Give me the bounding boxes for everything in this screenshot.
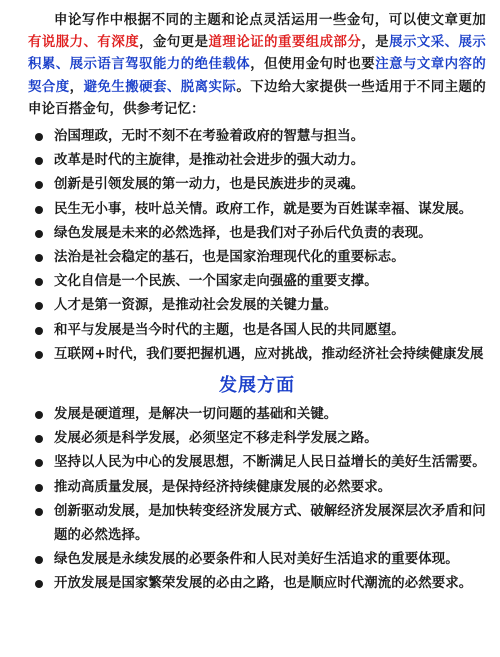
bullet-icon: [35, 508, 43, 516]
quote-list-development: [28, 403, 486, 597]
bullet-icon: [35, 459, 43, 467]
bullet-icon: [35, 435, 43, 443]
bullet-icon: [35, 278, 43, 286]
intro-text-3: ，是: [361, 35, 390, 51]
bullet-icon: [35, 484, 43, 492]
bullet-icon: [35, 556, 43, 564]
list-item: [28, 572, 486, 596]
bullet-icon: [35, 254, 43, 262]
list-item: [28, 427, 486, 451]
list-item-text: 创新是引领发展的第一动力，也是民族进步的灵魂。: [54, 177, 365, 193]
bullet-icon: [35, 230, 43, 238]
bullet-icon: [35, 157, 43, 165]
list-item-text: 人才是第一资源，是推动社会发展的关键力量。: [54, 298, 338, 314]
list-item: [28, 403, 486, 427]
bullet-icon: [35, 133, 43, 141]
bullet-icon: [35, 302, 43, 310]
list-item: [28, 319, 486, 343]
intro-paragraph: [28, 10, 486, 121]
list-item: [28, 476, 486, 500]
quote-list-general: [28, 125, 486, 367]
list-item-text: 开放发展是国家繁荣发展的必由之路，也是顺应时代潮流的必然要求。: [54, 576, 473, 592]
list-item: [28, 294, 486, 318]
list-item-text: 坚持以人民为中心的发展思想，不断满足人民日益增长的美好生活需要。: [54, 455, 486, 471]
list-item: [28, 125, 486, 149]
intro-text-6: 。下边给大家提供一些适用于不同主题的申论百搭金句，供参考记忆：: [28, 79, 486, 117]
bullet-icon: [35, 181, 43, 189]
list-item: [28, 270, 486, 294]
intro-highlight-argument: 道理论证的重要组成部分: [208, 35, 362, 51]
bullet-icon: [35, 351, 43, 359]
bullet-icon: [35, 411, 43, 419]
list-item-text: 推动高质量发展，是保持经济持续健康发展的必然要求。: [54, 479, 392, 495]
list-item: [28, 246, 486, 270]
list-item: [28, 548, 486, 572]
list-item-text: 法治是社会稳定的基石，也是国家治理现代化的重要标志。: [54, 250, 405, 266]
list-item: [28, 451, 486, 475]
intro-text-4: ，但使用金句时也要: [250, 57, 376, 73]
list-item-text: 治国理政，无时不刻不在考验着政府的智慧与担当。: [54, 129, 365, 145]
section-title-development: 发展方面: [219, 375, 295, 397]
intro-highlight-avoid: 避免生搬硬套、脱离实际: [83, 79, 237, 95]
intro-highlight-persuasive: 有说服力、有深度: [28, 35, 140, 51]
intro-highlight-fit: 注意与文章内容的契合度: [28, 57, 486, 95]
list-item-text: 改革是时代的主旋律，是推动社会进步的强大动力。: [54, 153, 365, 169]
intro-text-1: 申论写作中根据不同的主题和论点灵活运用一些金句，可以使文章更加: [54, 13, 486, 28]
intro-text-2: ，金句更是: [139, 35, 209, 51]
list-item-text: 发展必须是科学发展，必须坚定不移走科学发展之路。: [54, 431, 378, 447]
bullet-icon: [35, 580, 43, 588]
list-item-text: 文化自信是一个民族、一个国家走向强盛的重要支撑。: [54, 274, 378, 290]
intro-text-5: ，: [69, 79, 84, 95]
list-item: [28, 500, 486, 548]
list-item-text: 和平与发展是当今时代的主题，也是各国人民的共同愿望。: [54, 322, 405, 338]
bullet-icon: [35, 206, 43, 214]
intro-highlight-showcase: 展示文采、展示积累、展示语言驾驭能力的绝佳载体: [28, 35, 487, 73]
list-item-text: 互联网+时代，我们要把握机遇，应对挑战，推动经济社会持续健康发展: [54, 346, 484, 362]
bullet-icon: [35, 327, 43, 335]
list-item-text: 绿色发展是永续发展的必要条件和人民对美好生活追求的重要体现。: [54, 552, 459, 568]
list-item-text: 绿色发展是未来的必然选择，也是我们对子孙后代负责的表现。: [54, 225, 432, 241]
list-item-text: 发展是硬道理，是解决一切问题的基础和关键。: [54, 407, 338, 423]
list-item: [28, 222, 486, 246]
list-item-text: 民生无小事，枝叶总关情。政府工作，就是要为百姓谋幸福、谋发展。: [54, 201, 473, 217]
list-item: [28, 173, 486, 197]
list-item: [28, 149, 486, 173]
list-item-text: 创新驱动发展，是加快转变经济发展方式、破解经济发展深层次矛盾和问题的必然选择。: [54, 503, 486, 544]
list-item: [28, 343, 486, 367]
list-item: [28, 198, 486, 222]
